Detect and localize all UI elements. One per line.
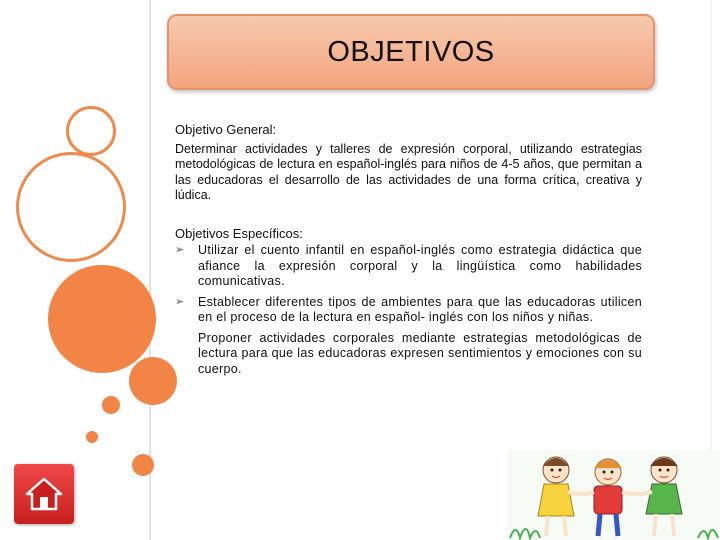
children-illustration — [508, 450, 720, 540]
house-icon — [24, 476, 64, 512]
arrow-bullet-icon: ➢ — [175, 295, 185, 308]
decorative-dot — [102, 396, 120, 414]
specific-objectives-heading: Objetivos Específicos: — [175, 225, 303, 241]
decorative-ring-large — [16, 152, 126, 262]
decorative-circle-large — [48, 265, 156, 373]
list-item-text: Establecer diferentes tipos de ambientes para que las educadoras utilicen en el proceso de la lectura en español- inglés con los niños y niñas. — [198, 294, 642, 324]
slide-content — [175, 122, 642, 382]
decorative-dot — [86, 431, 98, 443]
decorative-circle-medium — [129, 357, 177, 405]
slide-title: OBJETIVOS — [327, 35, 495, 68]
decorative-ring-small — [66, 106, 116, 156]
list-item — [175, 331, 642, 378]
list-item — [175, 295, 642, 326]
home-button[interactable] — [14, 464, 74, 524]
general-objective-text: Determinar actividades y talleres de expresión corporal, utilizando estrategias metodológicas de lectura en español-inglés para niños de 4-5 años, que permitan a las educadoras el desarrollo de las actividades de una forma crítica, creativa y lúdica. — [175, 141, 642, 202]
list-item — [175, 243, 642, 290]
specific-objectives-list — [175, 243, 642, 377]
list-item-text: Utilizar el cuento infantil en español-inglés como estrategia didáctica que afiance la expresión corporal y la lingüística como habilidades comunicativas. — [198, 243, 642, 288]
decorative-dot — [132, 454, 154, 476]
arrow-bullet-icon: ➢ — [175, 244, 185, 256]
slide-right-line — [711, 0, 712, 460]
list-item-text: Proponer actividades corporales mediante estrategias metodológicas de lectura para que las educadoras expresen sentimientos y emociones con su cuerpo. — [198, 330, 642, 376]
general-objective-heading: Objetivo General: — [175, 122, 277, 137]
title-banner — [167, 14, 655, 90]
